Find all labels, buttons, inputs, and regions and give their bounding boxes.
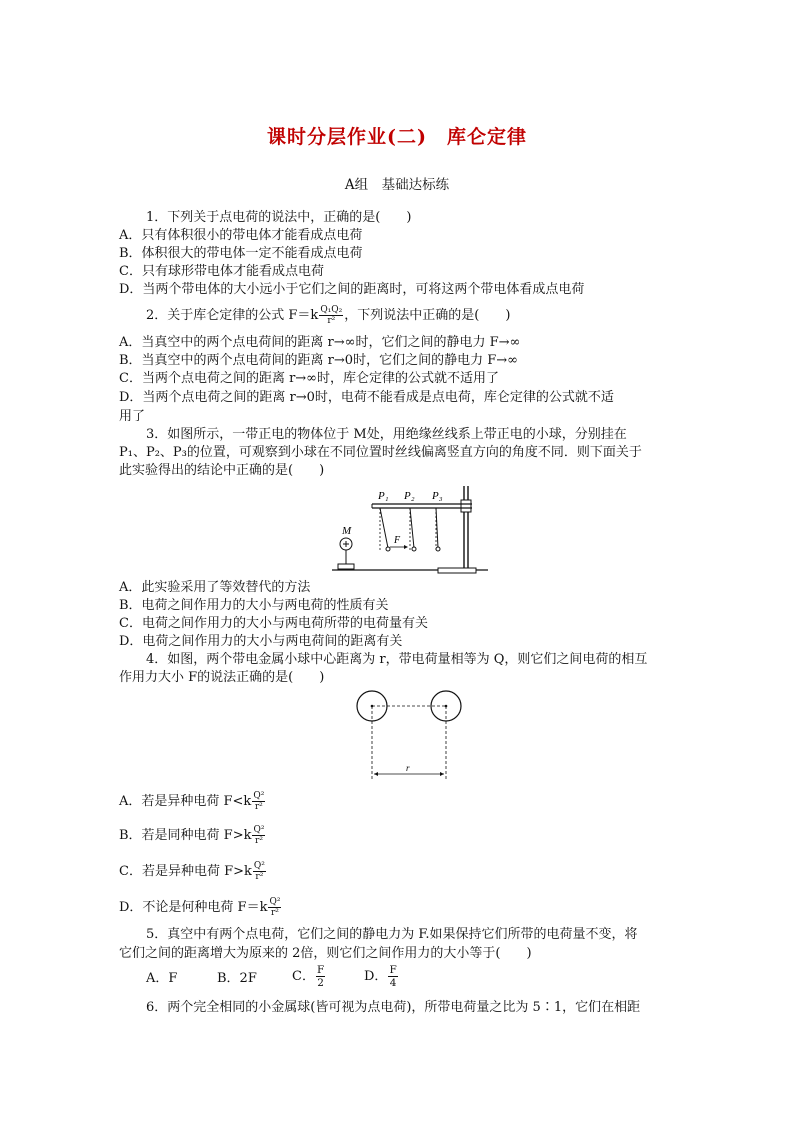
q4-line2: 作用力大小 F的说法正确的是( ) xyxy=(119,670,325,685)
q4-c-frac-den: r² xyxy=(255,872,264,882)
q5-c-frac-den: 2 xyxy=(317,977,324,989)
q4-b-frac-den: r² xyxy=(255,836,263,846)
q5-option-c xyxy=(292,964,326,989)
q4-option-c-fraction xyxy=(253,861,266,882)
q4-a-frac-num: Q² xyxy=(253,791,265,801)
q5-option-c-fraction xyxy=(316,964,325,989)
q4-option-c xyxy=(119,861,267,882)
q4-option-a xyxy=(119,791,266,812)
q4-a-frac-den: r² xyxy=(254,802,263,812)
q2-option-c: C．当两个点电荷之间的距离 r→∞时，库仑定律的公式就不适用了 xyxy=(119,371,500,386)
q1-option-a: A．只有体积很小的带电体才能看成点电荷 xyxy=(119,228,363,243)
q2-option-b: B．当真空中的两个点电荷间的距离 r→0时，它们之间的静电力 F→∞ xyxy=(119,353,518,368)
q1-option-b: B．体积很大的带电体一定不能看成点电荷 xyxy=(119,246,363,261)
q1-option-d: D．当两个带电体的大小远小于它们之间的距离时，可将这两个带电体看成点电荷 xyxy=(119,282,585,297)
q5-d-frac-den: 4 xyxy=(389,977,397,989)
q4-option-a-fraction xyxy=(252,791,265,812)
q4-option-b-text: B．若是同种电荷 F>k xyxy=(119,828,252,843)
q4-d-frac-den: r² xyxy=(270,908,279,918)
q5-option-d-fraction xyxy=(388,964,397,989)
q5-option-c-text: C． xyxy=(292,969,315,984)
q3-fig-label-p1: P₁ xyxy=(378,490,389,502)
q5-option-d-text: D． xyxy=(364,969,388,984)
q2-option-d-line2: 用了 xyxy=(119,409,146,424)
q5-option-d xyxy=(364,964,399,989)
q3-option-c: C．电荷之间作用力的大小与两电荷所带的电荷量有关 xyxy=(119,616,428,631)
q4-line1: 4．如图，两个带电金属小球中心距离为 r，带电荷量相等为 Q，则它们之间电荷的相互 xyxy=(146,652,648,667)
q3-figure xyxy=(328,480,494,576)
q2-frac-num: Q₁Q₂ xyxy=(320,305,343,315)
q3-option-b: B．电荷之间作用力的大小与两电荷的性质有关 xyxy=(119,598,389,613)
q4-option-b xyxy=(119,825,266,846)
q4-figure xyxy=(352,686,467,782)
q5-line2: 它们之间的距离增大为原来的 2倍，则它们之间作用力的大小等于( ) xyxy=(119,946,532,961)
q3-option-a: A．此实验采用了等效替代的方法 xyxy=(119,580,311,595)
q5-option-a: A．F xyxy=(146,971,178,986)
page-title: 课时分层作业(二) 库仑定律 xyxy=(267,126,527,148)
q2-formula-fraction xyxy=(319,305,343,326)
q2-stem-post: ，下列说法中正确的是( ) xyxy=(344,308,511,323)
q6-line1: 6．两个完全相同的小金属球(皆可视为点电荷)，所带电荷量之比为 5∶1，它们在相距 xyxy=(146,1000,641,1015)
q2-stem-pre: 2．关于库仑定律的公式 F＝k xyxy=(146,308,319,323)
q4-c-frac-num: Q² xyxy=(253,861,265,871)
q3-fig-label-f: F xyxy=(394,535,401,546)
q4-d-frac-num: Q² xyxy=(269,897,281,907)
q3-line2: P₁、P₂、P₃的位置，可观察到小球在不同位置时丝线偏离竖直方向的角度不同．则下面关于 xyxy=(119,445,642,460)
q2-option-d-line1: D．当两个点电荷之间的距离 r→0时，电荷不能看成是点电荷，库仑定律的公式就不适 xyxy=(119,390,614,405)
q3-fig-label-p2: P₂ xyxy=(404,490,415,502)
q2-stem xyxy=(146,305,510,326)
section-heading: A组 基础达标练 xyxy=(344,177,450,193)
q5-d-frac-num: F xyxy=(389,964,397,976)
q4-fig-label-r: r xyxy=(406,763,410,773)
q1-stem: 1．下列关于点电荷的说法中，正确的是( ) xyxy=(146,210,412,225)
q4-option-d xyxy=(119,897,282,918)
q4-option-d-fraction xyxy=(268,897,281,918)
q5-option-b: B．2F xyxy=(217,971,257,986)
q5-c-frac-num: F xyxy=(316,964,325,976)
q1-option-c: C．只有球形带电体才能看成点电荷 xyxy=(119,264,324,279)
q5-line1: 5．真空中有两个点电荷，它们之间的静电力为 F.如果保持它们所带的电荷量不变，将 xyxy=(146,927,638,942)
q2-frac-den: r² xyxy=(327,316,336,326)
q3-line1: 3．如图所示，一带正电的物体位于 M处，用绝缘丝线系上带正电的小球，分别挂在 xyxy=(146,427,627,442)
q2-option-a: A．当真空中的两个点电荷间的距离 r→∞时，它们之间的静电力 F→∞ xyxy=(119,335,521,350)
q4-b-frac-num: Q² xyxy=(253,825,265,835)
q3-fig-label-m: M xyxy=(342,525,352,537)
q4-option-a-text: A．若是异种电荷 F<k xyxy=(119,794,252,809)
q3-line3: 此实验得出的结论中正确的是( ) xyxy=(119,463,325,478)
q4-option-b-fraction xyxy=(252,825,265,846)
q3-option-d: D．电荷之间作用力的大小与两电荷间的距离有关 xyxy=(119,634,403,649)
q4-option-c-text: C．若是异种电荷 F>k xyxy=(119,864,252,879)
q3-fig-label-p3: P₃ xyxy=(432,490,443,502)
q4-option-d-text: D．不论是何种电荷 F＝k xyxy=(119,900,268,915)
